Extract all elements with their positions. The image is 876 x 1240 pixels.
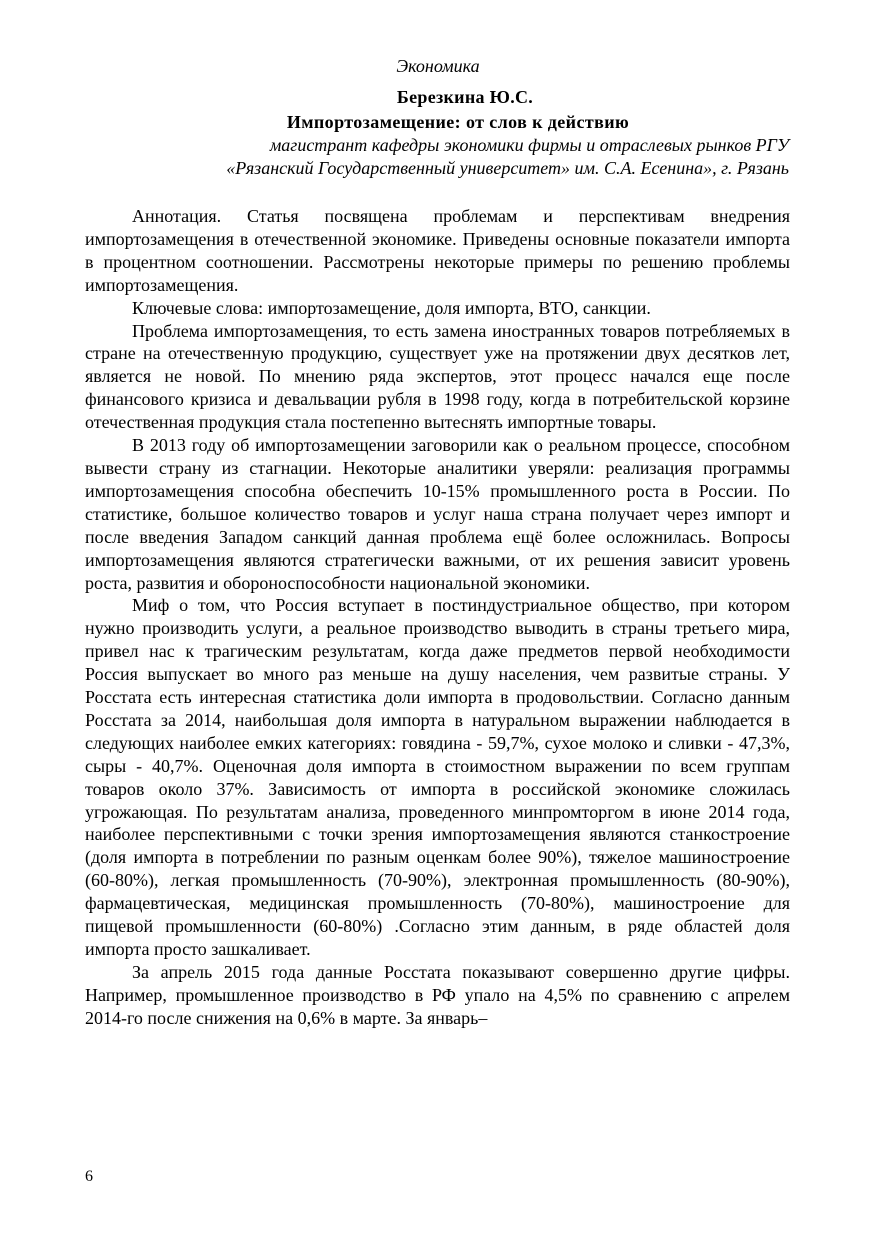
body-paragraph: Миф о том, что Россия вступает в постиндустриальное общество, при котором нужно производить услуги, а реальное производство выводить в страны третьего мира, привел нас к трагическим результатам, когда даже предметов первой необходимости Россия выпускает во много раз меньше на душу населения, чем развитые страны. У Росстата есть интересная статистика доли импорта в продовольствии. Согласно данным Росстата за 2014, наибольшая доля импорта в натуральном выражении наблюдается в следующих наиболее емких категориях: говядина - 59,7%, сухое молоко и сливки - 47,3%, сыры - 40,7%. Оценочная доля импорта в стоимостном выражении по всем группам товаров около 37%. Зависимость от импорта в российской экономике сложилась угрожающая. По результатам анализа, проведенного минпромторгом в июне 2014 года, наиболее перспективными с точки зрения импортозамещения являются станкостроение (доля импорта в потреблении по разным оценкам более 90%), тяжелое машиностроение (60-80%), легкая промышленность (70-90%), электронная промышленность (80-90%), фармацевтическая, медицинская промышленность (70-80%), машиностроение для пищевой промышленности (60-80%) .Согласно этим данным, в ряде областей доля импорта просто зашкаливает. [85,595,790,959]
author-affiliation-line-1: магистрант кафедры экономики фирмы и отраслевых рынков РГУ [269,135,789,155]
author-name: Березкина Ю.С. [396,87,534,107]
page-number: 6 [85,1168,93,1185]
body-paragraph: В 2013 году об импортозамещении заговорили как о реальном процессе, способном вывести страну из стагнации. Некоторые аналитики уверяли: реализация программы импортозамещения способна обеспечить 10-15% промышленного роста в России. По статистике, большое количество товаров и услуг наша страна получает через импорт и после введения Западом санкций данная проблема ещё более осложнилась. Вопросы импортозамещения являются стратегически важными, от их решения зависит уровень роста, развития и обороноспособности национальной экономики. [85,435,790,593]
author-affiliation-line-2: «Рязанский Государственный университет» им. С.А. Есенина», г. Рязань [226,158,789,178]
abstract-paragraph: Аннотация. Статья посвящена проблемам и перспективам внедрения импортозамещения в отечественной экономике. Приведены основные показатели импорта в процентном соотношении. Рассмотрены некоторые примеры по решению проблемы импортозамещения. [85,206,790,295]
keywords-paragraph: Ключевые слова: импортозамещение, доля импорта, ВТО, санкции. [132,297,651,318]
section-title: Экономика [396,56,480,76]
article-body [85,205,790,1030]
article-title: Импортозамещение: от слов к действию [286,112,630,132]
body-paragraph: Проблема импортозамещения, то есть замена иностранных товаров потребляемых в стране на отечественную продукцию, существует уже на протяжении двух десятков лет, является не новой. По мнению ряда экспертов, этот процесс начался еще после финансового кризиса и девальвации рубля в 1998 году, когда в потребительской корзине отечественная продукция стала постепенно вытеснять импортные товары. [85,320,790,433]
body-paragraph: За апрель 2015 года данные Росстата показывают совершенно другие цифры. Например, промышленное производство в РФ упало на 4,5% по сравнению с апрелем 2014-го после снижения на 0,6% в марте. За январь– [85,961,790,1028]
